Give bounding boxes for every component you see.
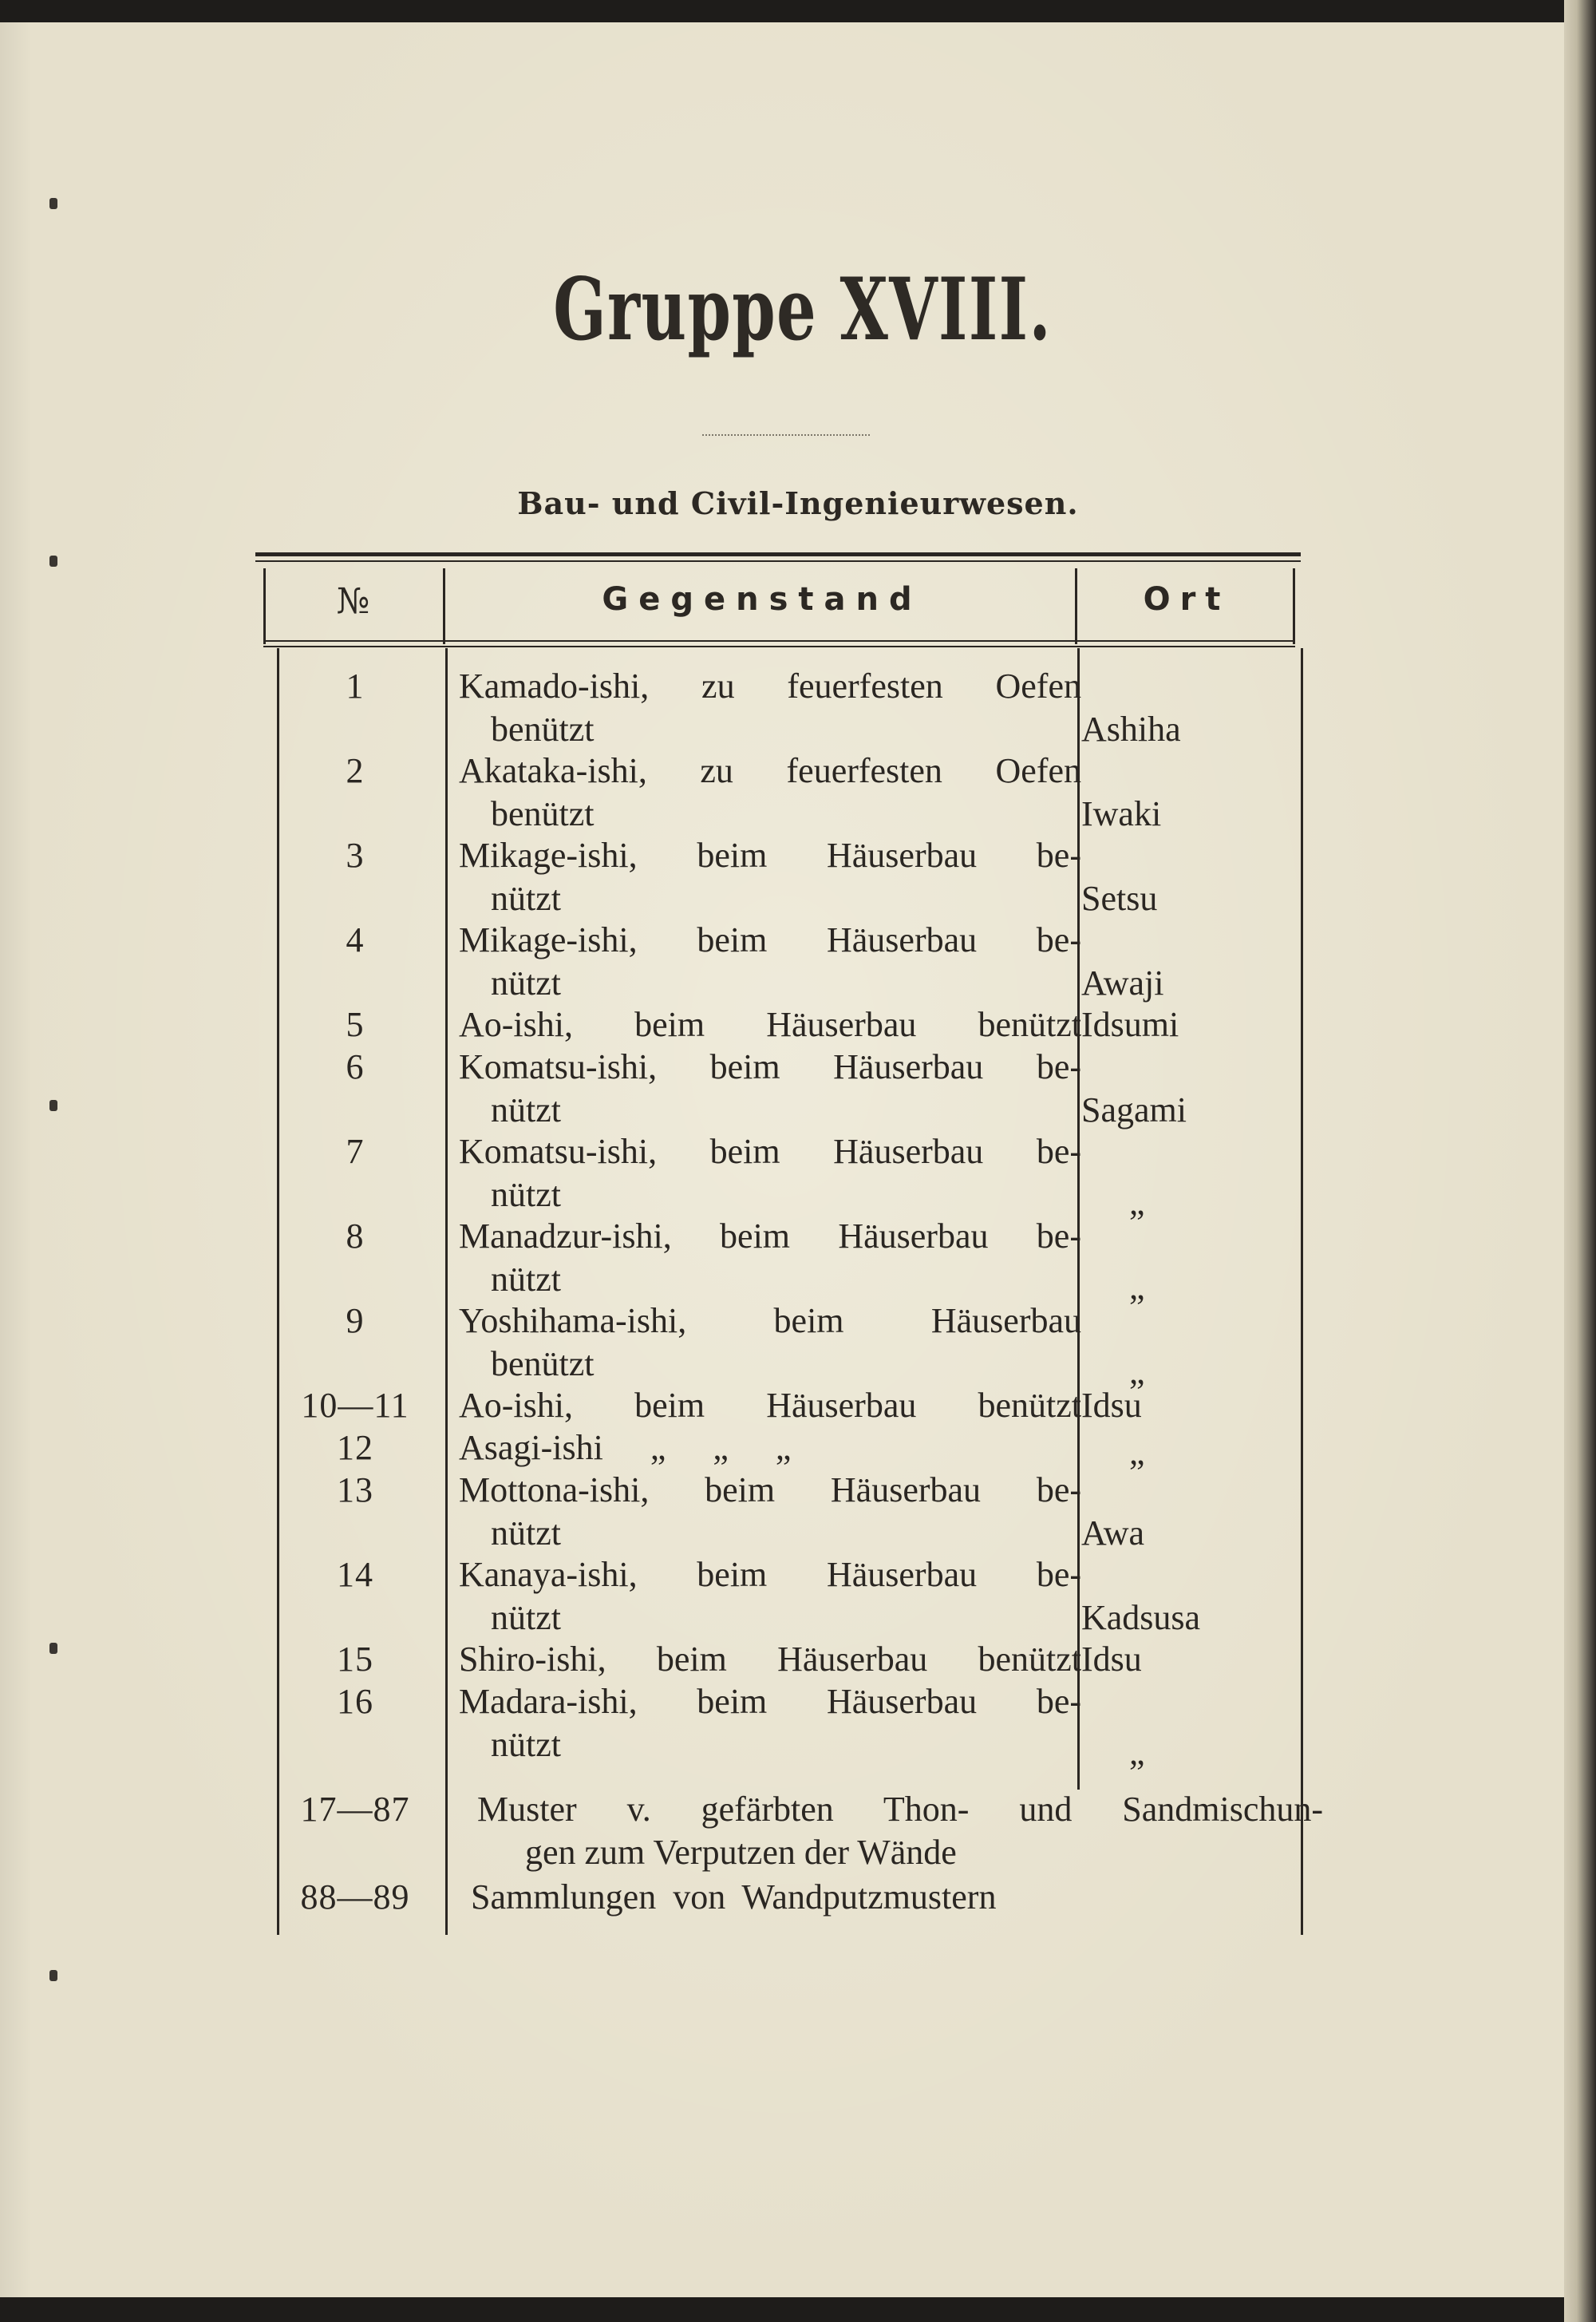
table-top-rule-thin [255, 560, 1301, 562]
header-number: № [336, 581, 370, 622]
row-item-line2: nützt [491, 1090, 561, 1129]
row-item-line2: nützt [491, 1260, 561, 1299]
row-item [471, 1876, 1189, 1919]
row-item-line1: Sammlungen von Wandputzmustern [471, 1877, 997, 1917]
row-place: Kadsusa [1081, 1598, 1201, 1637]
row-place: Awa [1081, 1513, 1145, 1553]
row-item-line1: Asagi-ishi „ „ „ [459, 1428, 792, 1467]
row-item-line1: Mottona-ishi, beim Häuserbau be- [459, 1470, 1081, 1509]
binding-stitches [46, 22, 62, 2297]
row-item-line2: nützt [491, 1725, 561, 1764]
body-divider-1 [445, 648, 448, 1935]
row-item [459, 1553, 1081, 1640]
row-item-line2: benützt [491, 1344, 595, 1383]
row-item-line1: Madara-ishi, beim Häuserbau be- [459, 1682, 1081, 1721]
row-item-line1: Akataka-ishi, zu feuerfesten Oefen [459, 751, 1081, 790]
header-item: Gegenstand [602, 581, 922, 618]
title-ornament-rule [702, 429, 870, 436]
row-place-ditto: „ [1129, 1268, 1145, 1307]
row-number: 10—11 [301, 1386, 409, 1425]
row-item [459, 1426, 1081, 1470]
header-bottom-rule-2 [263, 646, 1295, 647]
row-item [459, 1469, 1081, 1555]
row-number: 17—87 [300, 1790, 410, 1829]
row-number: 15 [337, 1640, 373, 1679]
row-item [459, 1003, 1081, 1046]
row-number: 4 [346, 920, 365, 959]
row-place: Sagami [1081, 1090, 1187, 1129]
row-number: 5 [346, 1005, 365, 1044]
row-item-line1: Kanaya-ishi, beim Häuserbau be- [459, 1555, 1081, 1594]
row-place: Idsumi [1081, 1005, 1179, 1044]
row-item-line2: benützt [491, 794, 595, 833]
row-number: 1 [346, 667, 365, 706]
row-item-line1: Komatsu-ishi, beim Häuserbau be- [459, 1047, 1081, 1086]
row-number: 14 [337, 1555, 373, 1594]
row-number: 8 [346, 1216, 365, 1256]
row-item [459, 919, 1081, 1005]
row-number: 16 [337, 1682, 373, 1721]
row-place: Setsu [1081, 879, 1158, 918]
row-item-line1: Ao-ishi, beim Häuserbau benützt [459, 1005, 1081, 1044]
row-item [459, 1130, 1081, 1216]
row-item-line2: nützt [491, 963, 561, 1003]
header-place: Ort [1143, 581, 1231, 618]
row-item [459, 1299, 1081, 1386]
row-item [459, 1384, 1081, 1427]
row-item-line2: nützt [491, 1175, 561, 1214]
row-item-line2: gen zum Verputzen der Wände [525, 1833, 957, 1872]
row-item-line2: nützt [491, 1598, 561, 1637]
page-subtitle: Bau- und Civil-Ingenieurwesen. [517, 485, 1079, 521]
row-item [477, 1788, 1323, 1874]
row-item-line2: nützt [491, 1513, 561, 1553]
row-item [459, 834, 1081, 920]
row-number: 12 [337, 1428, 373, 1467]
page-edge [1564, 0, 1596, 2322]
row-item-line2: nützt [491, 879, 561, 918]
row-number: 88—89 [300, 1877, 410, 1917]
row-place: Awaji [1081, 963, 1164, 1003]
page-title: Gruppe XVIII. [553, 259, 1052, 360]
row-number: 7 [346, 1132, 365, 1171]
row-number: 13 [337, 1470, 373, 1509]
row-item-line1: Yoshihama-ishi, beim Häuserbau [459, 1301, 1081, 1340]
row-item-line1: Muster v. gefärbten Thon- und Sandmischun- [477, 1790, 1323, 1829]
table-top-rule [255, 552, 1301, 556]
row-number: 2 [346, 751, 365, 790]
row-item [459, 750, 1081, 836]
row-item-line1: Ao-ishi, beim Häuserbau benützt [459, 1386, 1081, 1425]
row-place: Ashiha [1081, 710, 1181, 749]
row-item-line1: Kamado-ishi, zu feuerfesten Oefen [459, 667, 1081, 706]
header-divider-1 [443, 568, 445, 644]
header-bottom-rule [263, 640, 1295, 642]
row-place-ditto: „ [1129, 1183, 1145, 1222]
row-place-ditto: „ [1129, 1733, 1145, 1772]
row-item-line1: Manadzur-ishi, beim Häuserbau be- [459, 1216, 1081, 1256]
row-place-ditto: „ [1129, 1352, 1145, 1391]
row-place-ditto: „ [1129, 1433, 1145, 1472]
row-number: 9 [346, 1301, 365, 1340]
row-number: 6 [346, 1047, 365, 1086]
row-item [459, 1215, 1081, 1301]
row-item [459, 1680, 1081, 1766]
row-item-line2: benützt [491, 710, 595, 749]
row-item-line1: Shiro-ishi, beim Häuserbau benützt [459, 1640, 1081, 1679]
row-place: Idsu [1081, 1386, 1142, 1425]
row-item [459, 665, 1081, 751]
row-item [459, 1638, 1081, 1681]
row-place: Iwaki [1081, 794, 1162, 833]
row-place: Idsu [1081, 1640, 1142, 1679]
row-number: 3 [346, 836, 365, 875]
row-item-line1: Mikage-ishi, beim Häuserbau be- [459, 920, 1081, 959]
row-item-line1: Komatsu-ishi, beim Häuserbau be- [459, 1132, 1081, 1171]
row-item-line1: Mikage-ishi, beim Häuserbau be- [459, 836, 1081, 875]
row-item [459, 1046, 1081, 1132]
